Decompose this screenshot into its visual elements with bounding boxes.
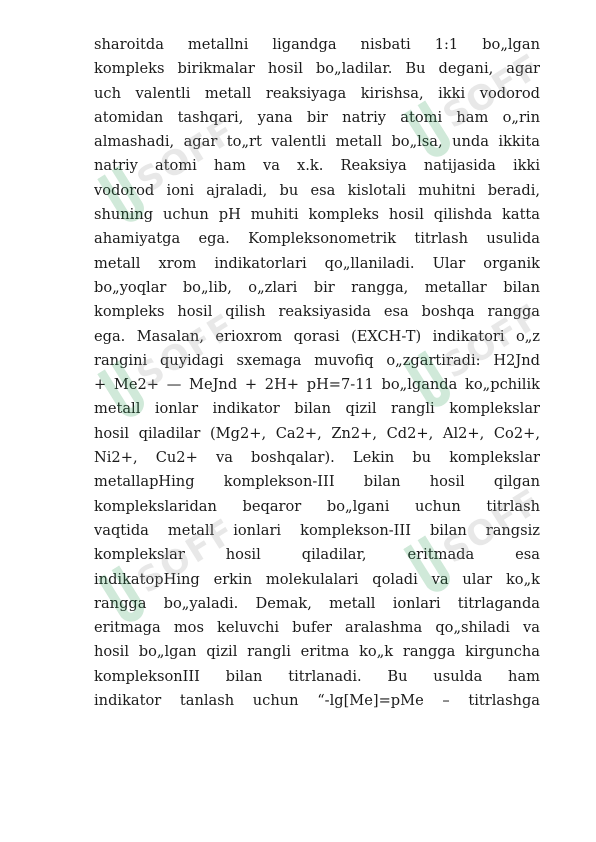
text-line: hosil bo„lgan qizil rangli eritma ko„k rangga kirguncha [94,643,540,661]
text-line: metall ionlar indikator bilan qizil rangli komplekslar [94,400,540,418]
watermark-word: SOFF [130,305,243,397]
text-line: shuning uchun pH muhiti kompleks hosil qilishda katta [94,206,540,224]
text-line: + Me2+ — MeJnd + 2H+ pH=7-11 bo„lganda ko„pchilik [94,376,540,394]
text-line: almashadi, agar to„rt valentli metall bo„lsa, unda ikkita [94,133,540,151]
text-line: hosil qiladilar (Mg2+, Ca2+, Zn2+, Cd2+, Al2+, Co2+, [94,424,540,442]
text-line: eritmaga mos keluvchi bufer aralashma qo„shiladi va [94,619,540,637]
text-line: bo„yoqlar bo„lib, o„zlari bir rangga, metallar bilan [94,278,540,296]
text-line: kompleks birikmalar hosil bo„ladilar. Bu degani, agar [94,60,540,78]
text-line: rangga bo„yaladi. Demak, metall ionlari titrlaganda [94,594,540,612]
watermark-word: SOFF [130,510,243,602]
text-line: kompleks hosil qilish reaksiyasida esa boshqa rangga [94,303,540,321]
text-line: indikatopHing erkin molekulalari qoladi va ular ko„k [94,570,540,588]
text-line: metall xrom indikatorlari qo„llaniladi. Ular organik [94,254,540,272]
text-line: sharoitda metallni ligandga nisbati 1:1 bo„lgan [94,36,540,53]
text-line: metallapHing komplekson-III bilan hosil qilgan [94,473,540,491]
text-line: vaqtida metall ionlari komplekson-III bilan rangsiz [94,521,540,539]
text-line: uch valentli metall reaksiyaga kirishsa, ikki vodorod [94,84,540,102]
text-line: kompleksonIII bilan titrlanadi. Bu usulda ham [94,667,540,685]
text-line: indikator tanlash uchun “-lg[Me]=pMe – titrlashga [94,692,540,710]
text-line: rangini quyidagi sxemaga muvofiq o„zgartiradi: H2Jnd [94,351,540,369]
watermark-word: SOFF [436,295,549,387]
watermark-word: SOFF [130,110,243,202]
body-text [94,33,540,713]
text-line: komplekslar hosil qiladilar, eritmada esa [94,546,540,564]
text-line: komplekslaridan beqaror bo„lgani uchun titrlash [94,497,540,515]
text-line: atomidan tashqari, yana bir natriy atomi ham o„rin [94,108,540,126]
text-line: Ni2+, Cu2+ va boshqalar). Lekin bu komplekslar [94,449,540,467]
text-line: ega. Masalan, erioxrom qorasi (EXCH-T) indikatori o„z [94,327,540,345]
watermark-word: SOFF [436,45,549,137]
text-line: vodorod ioni ajraladi, bu esa kislotali muhitni beradi, [94,181,540,199]
watermark-word: SOFF [436,480,549,572]
text-line: ahamiyatga ega. Kompleksonometrik titrlash usulida [94,230,540,248]
text-line: natriy atomi ham va x.k. Reaksiya natijasida ikki [94,157,540,175]
